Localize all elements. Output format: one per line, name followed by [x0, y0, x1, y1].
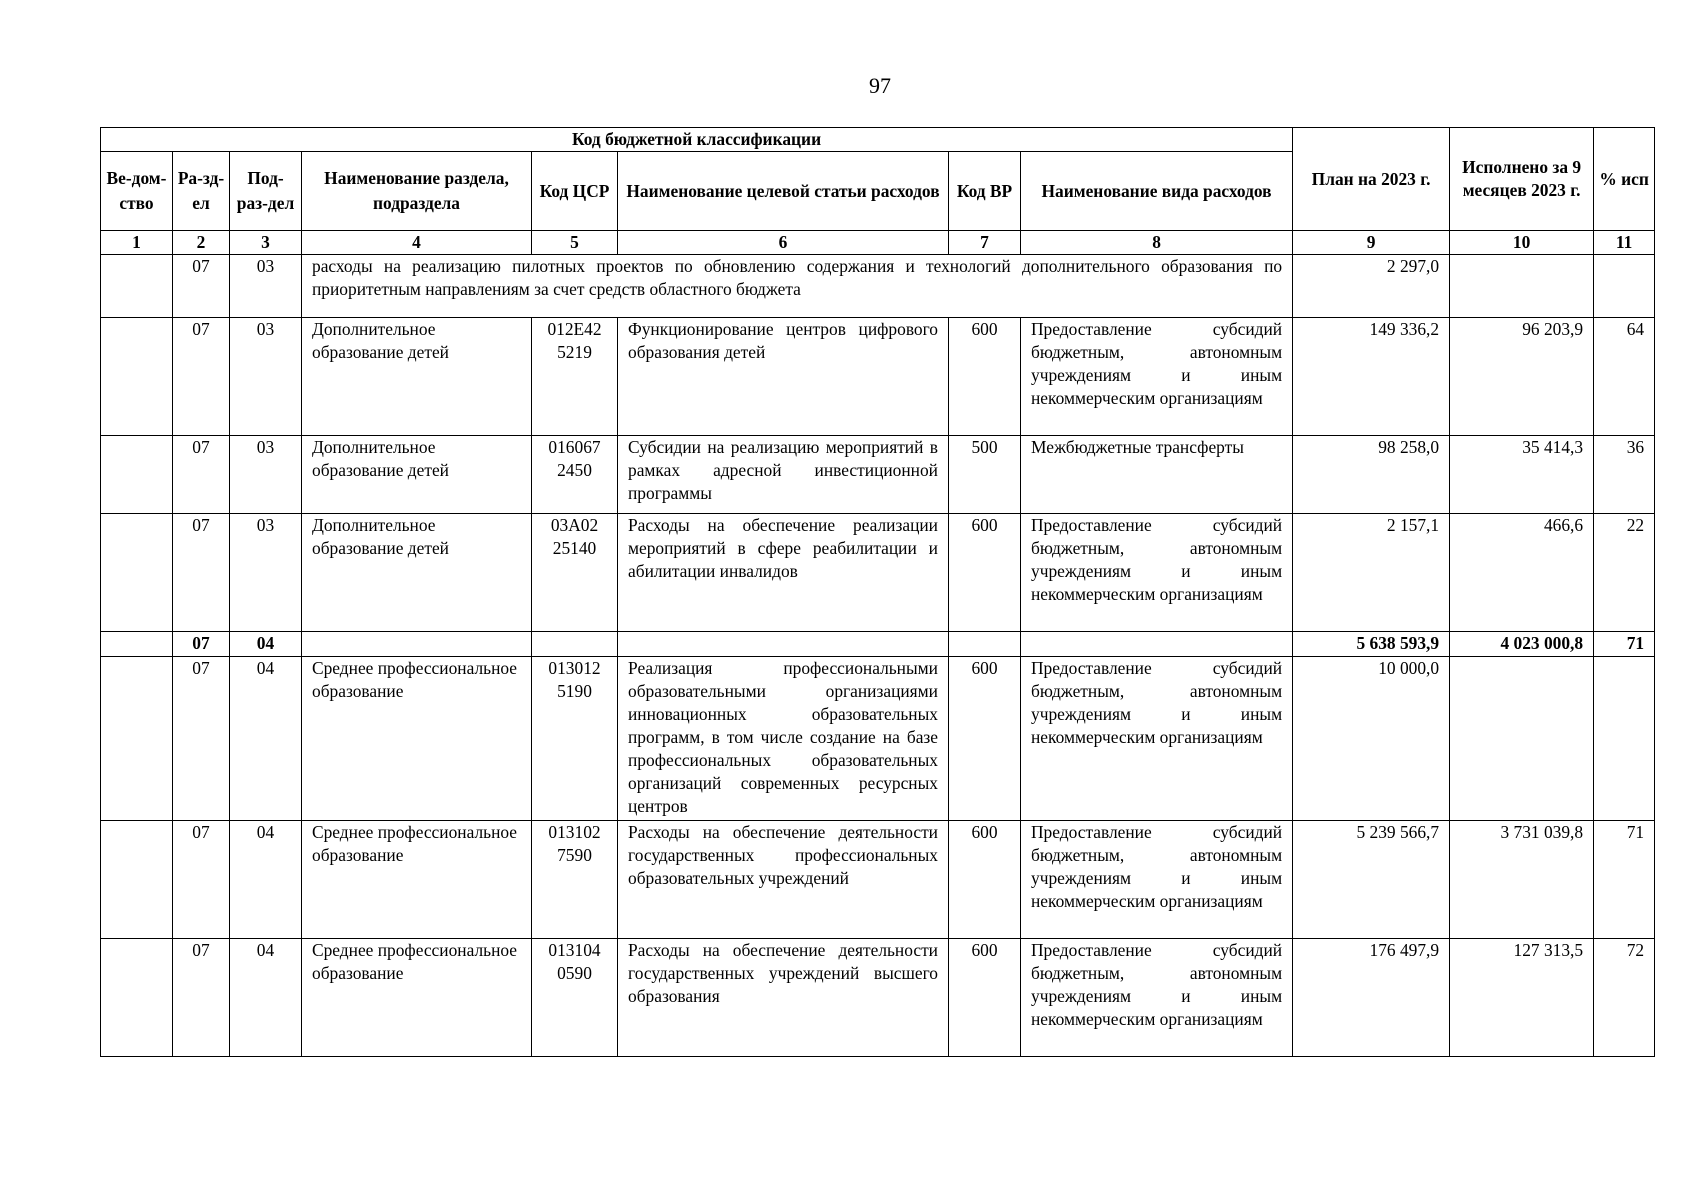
- cell-section-name: Среднее профессиональное образование: [302, 939, 532, 1057]
- header-col-7: Код ВР: [949, 152, 1021, 231]
- table-row: [101, 657, 1655, 821]
- col-number: 5: [532, 231, 618, 255]
- table-row: [101, 318, 1655, 436]
- cell-ved: [101, 632, 173, 657]
- cell-pct: 64: [1594, 318, 1655, 436]
- cell-target: Расходы на обеспечение реализации мероприятий в сфере реабилитации и абилитации инвалидов: [618, 514, 949, 632]
- cell-razdel: 07: [173, 821, 230, 939]
- header-col-5: Код ЦСР: [532, 152, 618, 231]
- cell-target: Реализация профессиональными образовательными организациями инновационных образовательных программ, в том числе создание на базе профессиональных образовательных организаций современных ресурсных центров: [618, 657, 949, 821]
- cell-fact: 3 731 039,8: [1450, 821, 1594, 939]
- cell-plan: 2 297,0: [1293, 255, 1450, 318]
- cell-csr: 013104 0590: [532, 939, 618, 1057]
- cell-vr-name: Межбюджетные трансферты: [1021, 436, 1293, 514]
- header-col-10: Исполнено за 9 месяцев 2023 г.: [1450, 128, 1594, 231]
- cell-podrazdel: 04: [230, 657, 302, 821]
- header-col-3: Под-раз-дел: [230, 152, 302, 231]
- cell-vr: 600: [949, 821, 1021, 939]
- cell-fact: 35 414,3: [1450, 436, 1594, 514]
- cell-plan: 5 638 593,9: [1293, 632, 1450, 657]
- cell-csr: 012E42 5219: [532, 318, 618, 436]
- cell-pct: 71: [1594, 632, 1655, 657]
- cell-csr: 013102 7590: [532, 821, 618, 939]
- cell-plan: 2 157,1: [1293, 514, 1450, 632]
- cell-target: Расходы на обеспечение деятельности государственных учреждений высшего образования: [618, 939, 949, 1057]
- cell-fact: 96 203,9: [1450, 318, 1594, 436]
- col-number: 4: [302, 231, 532, 255]
- cell-ved: [101, 514, 173, 632]
- header-col-6: Наименование целевой статьи расходов: [618, 152, 949, 231]
- cell-ved: [101, 657, 173, 821]
- cell-vr: [949, 632, 1021, 657]
- cell-plan: 176 497,9: [1293, 939, 1450, 1057]
- header-col-11: % исп: [1594, 128, 1655, 231]
- cell-target: [618, 632, 949, 657]
- cell-podrazdel: 04: [230, 632, 302, 657]
- cell-pct: 72: [1594, 939, 1655, 1057]
- cell-target: Функционирование центров цифрового образования детей: [618, 318, 949, 436]
- cell-vr-name: Предоставление субсидий бюджетным, автономным учреждениям и иным некоммерческим организациям: [1021, 821, 1293, 939]
- header-col-4: Наименование раздела, подраздела: [302, 152, 532, 231]
- cell-fact: [1450, 657, 1594, 821]
- table-row: [101, 514, 1655, 632]
- table-row: [101, 436, 1655, 514]
- table-row: [101, 939, 1655, 1057]
- col-number: 3: [230, 231, 302, 255]
- cell-fact: 127 313,5: [1450, 939, 1594, 1057]
- cell-ved: [101, 255, 173, 318]
- cell-section-name: Дополнительное образование детей: [302, 436, 532, 514]
- cell-section-name: Дополнительное образование детей: [302, 514, 532, 632]
- cell-section-name: Среднее профессиональное образование: [302, 821, 532, 939]
- table-row: [101, 821, 1655, 939]
- cell-razdel: 07: [173, 255, 230, 318]
- cell-pct: [1594, 255, 1655, 318]
- cell-fact: 4 023 000,8: [1450, 632, 1594, 657]
- cell-ved: [101, 436, 173, 514]
- cell-pct: 36: [1594, 436, 1655, 514]
- cell-csr: 03A02 25140: [532, 514, 618, 632]
- header-budget-classification: Код бюджетной классификации: [101, 128, 1293, 152]
- cell-vr: 600: [949, 514, 1021, 632]
- cell-podrazdel: 03: [230, 436, 302, 514]
- cell-razdel: 07: [173, 436, 230, 514]
- page-number: 97: [869, 73, 891, 98]
- cell-razdel: 07: [173, 657, 230, 821]
- subtotal-row: [101, 632, 1655, 657]
- cell-csr: 013012 5190: [532, 657, 618, 821]
- cell-podrazdel: 03: [230, 318, 302, 436]
- cell-podrazdel: 03: [230, 514, 302, 632]
- cell-ved: [101, 821, 173, 939]
- cell-section-name: Среднее профессиональное образование: [302, 657, 532, 821]
- cell-ved: [101, 318, 173, 436]
- cell-pct: 71: [1594, 821, 1655, 939]
- cell-description: расходы на реализацию пилотных проектов по обновлению содержания и технологий дополнительного образования по приоритетным направлениям за счет средств областного бюджета: [302, 255, 1293, 318]
- cell-section-name: [302, 632, 532, 657]
- col-number: 2: [173, 231, 230, 255]
- header-col-9: План на 2023 г.: [1293, 128, 1450, 231]
- cell-ved: [101, 939, 173, 1057]
- cell-vr-name: [1021, 632, 1293, 657]
- cell-fact: [1450, 255, 1594, 318]
- cell-target: Субсидии на реализацию мероприятий в рамках адресной инвестиционной программы: [618, 436, 949, 514]
- cell-vr: 600: [949, 318, 1021, 436]
- cell-vr-name: Предоставление субсидий бюджетным, автономным учреждениям и иным некоммерческим организациям: [1021, 318, 1293, 436]
- budget-table: [100, 127, 1655, 1057]
- cell-csr: [532, 632, 618, 657]
- col-number: 7: [949, 231, 1021, 255]
- cell-vr: 600: [949, 939, 1021, 1057]
- cell-csr: 016067 2450: [532, 436, 618, 514]
- cell-razdel: 07: [173, 939, 230, 1057]
- cell-pct: 22: [1594, 514, 1655, 632]
- header-group-row: [101, 128, 1655, 152]
- cell-podrazdel: 04: [230, 821, 302, 939]
- cell-plan: 98 258,0: [1293, 436, 1450, 514]
- cell-plan: 10 000,0: [1293, 657, 1450, 821]
- cell-podrazdel: 03: [230, 255, 302, 318]
- column-number-row: [101, 231, 1655, 255]
- cell-razdel: 07: [173, 632, 230, 657]
- cell-vr: 500: [949, 436, 1021, 514]
- header-col-1: Ве-дом-ство: [101, 152, 173, 231]
- col-number: 1: [101, 231, 173, 255]
- header-col-2: Ра-зд-ел: [173, 152, 230, 231]
- col-number: 8: [1021, 231, 1293, 255]
- cell-vr-name: Предоставление субсидий бюджетным, автономным учреждениям и иным некоммерческим организациям: [1021, 657, 1293, 821]
- cell-plan: 149 336,2: [1293, 318, 1450, 436]
- col-number: 9: [1293, 231, 1450, 255]
- cell-pct: [1594, 657, 1655, 821]
- col-number: 6: [618, 231, 949, 255]
- cell-section-name: Дополнительное образование детей: [302, 318, 532, 436]
- cell-vr-name: Предоставление субсидий бюджетным, автономным учреждениям и иным некоммерческим организациям: [1021, 514, 1293, 632]
- col-number: 10: [1450, 231, 1594, 255]
- header-col-8: Наименование вида расходов: [1021, 152, 1293, 231]
- cell-target: Расходы на обеспечение деятельности государственных профессиональных образовательных учреждений: [618, 821, 949, 939]
- col-number: 11: [1594, 231, 1655, 255]
- cell-podrazdel: 04: [230, 939, 302, 1057]
- cell-plan: 5 239 566,7: [1293, 821, 1450, 939]
- cell-vr: 600: [949, 657, 1021, 821]
- cell-fact: 466,6: [1450, 514, 1594, 632]
- table-row: [101, 255, 1655, 318]
- cell-vr-name: Предоставление субсидий бюджетным, автономным учреждениям и иным некоммерческим организациям: [1021, 939, 1293, 1057]
- cell-razdel: 07: [173, 514, 230, 632]
- cell-razdel: 07: [173, 318, 230, 436]
